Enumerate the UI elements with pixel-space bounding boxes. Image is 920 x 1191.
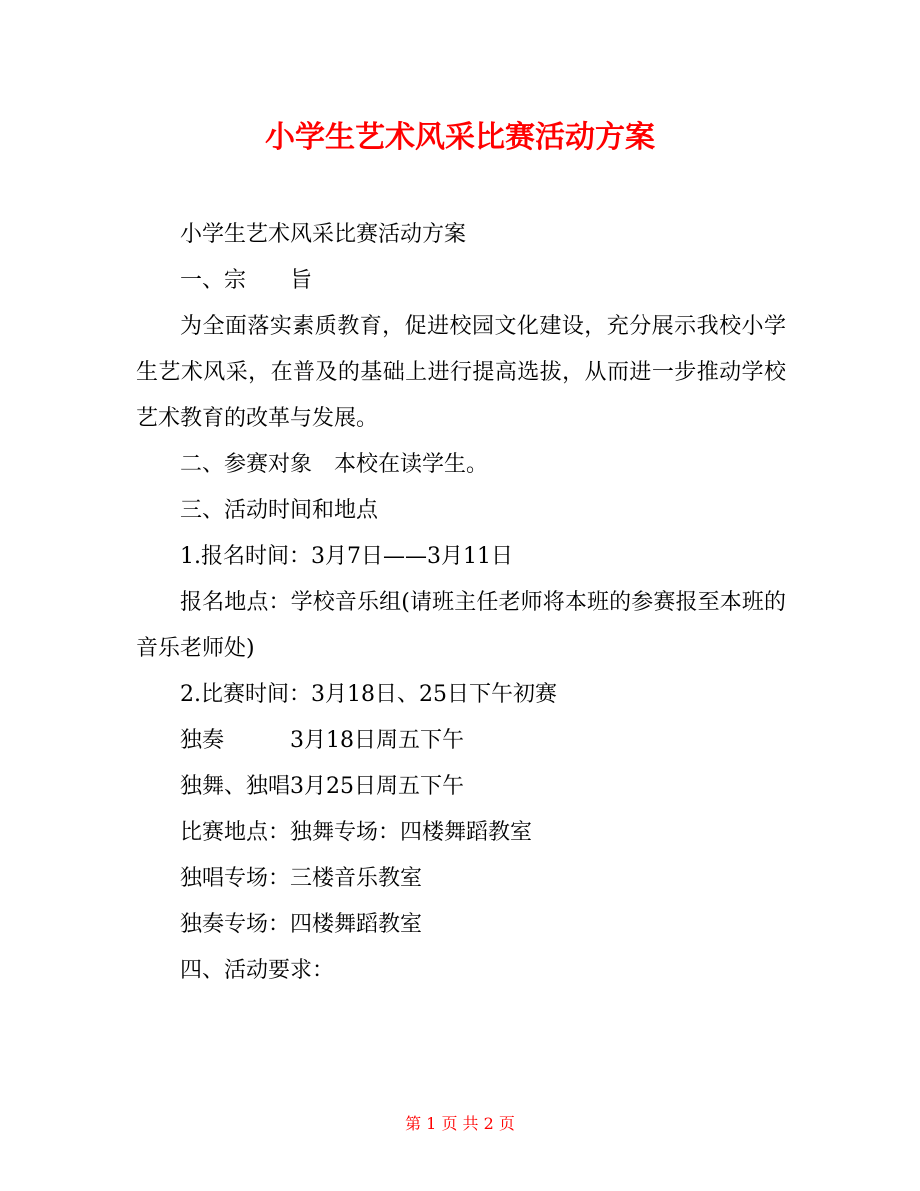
document-title: 小学生艺术风采比赛活动方案 (265, 120, 655, 155)
paragraph-competition-time: 2.比赛时间：3月18日、25日下午初赛 (180, 682, 557, 707)
paragraph-venue-singing: 独唱专场：三楼音乐教室 (180, 866, 423, 891)
paragraph-section-purpose: 一、宗 旨 (180, 268, 313, 293)
paragraph-purpose-text: 为全面落实素质教育，促进校园文化建设，充分展示我校小学生艺术风采，在普及的基础上进行提高选拔，从而进一步推动学校艺术教育的改革与发展。 (136, 314, 786, 431)
paragraph-venue-instrument: 独奏专场：四楼舞蹈教室 (180, 912, 423, 937)
paragraph-registration-place: 报名地点：学校音乐组(请班主任老师将本班的参赛报至本班的音乐老师处) (136, 590, 786, 661)
page-number-footer: 第 1 页 共 2 页 (405, 1114, 515, 1133)
paragraph-venue-dance: 比赛地点：独舞专场：四楼舞蹈教室 (180, 820, 533, 845)
document-body (136, 212, 786, 994)
paragraph-heading: 小学生艺术风采比赛活动方案 (180, 222, 467, 247)
paragraph-participants: 二、参赛对象 本校在读学生。 (180, 452, 489, 477)
paragraph-section-requirements: 四、活动要求： (180, 958, 335, 983)
paragraph-solo-dance-sing-time: 独舞、独唱3月25日周五下午 (180, 774, 464, 799)
paragraph-section-time-place: 三、活动时间和地点 (180, 498, 379, 523)
paragraph-solo-instrument-time: 独奏 3月18日周五下午 (180, 728, 464, 753)
paragraph-registration-time: 1.报名时间：3月7日——3月11日 (180, 544, 513, 569)
